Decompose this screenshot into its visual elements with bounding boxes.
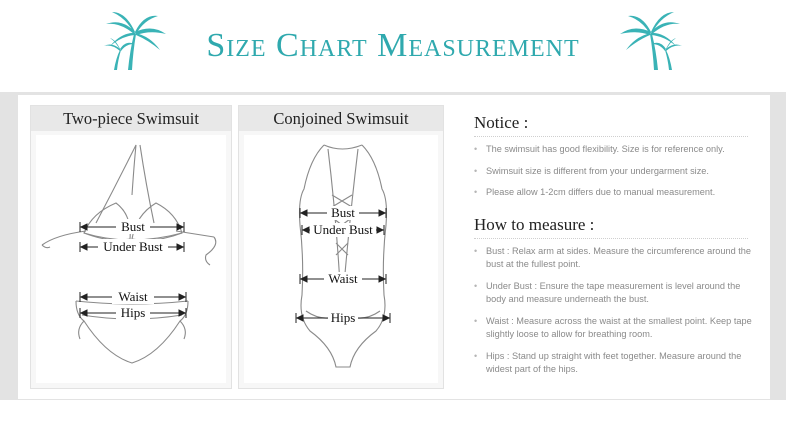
notice-list	[474, 143, 754, 200]
two-piece-panel	[30, 105, 232, 389]
list-item: • Waist : Measure across the waist at the smallest point. Keep tape slightly loose to allow for breathing room.	[474, 315, 754, 342]
how-to-measure-title: How to measure :	[474, 214, 748, 239]
waist-label: Waist	[328, 271, 358, 286]
how-to-measure-list	[474, 245, 754, 377]
header	[0, 0, 786, 92]
list-item: • The swimsuit has good flexibility. Size is for reference only.	[474, 143, 754, 157]
page-title: Size Chart Measurement	[206, 27, 580, 64]
conjoined-swimsuit-illustration	[244, 135, 438, 383]
notice-title: Notice :	[474, 112, 748, 137]
bust-label: Bust	[121, 219, 145, 234]
two-piece-swimsuit-illustration	[36, 135, 226, 383]
conjoined-panel	[238, 105, 444, 389]
list-item: • Please allow 1-2cm differs due to manual measurement.	[474, 186, 754, 200]
bust-label: Bust	[331, 205, 355, 220]
list-item: • Bust : Relax arm at sides. Measure the circumference around the bust at the fullest point.	[474, 245, 754, 272]
panel-body	[244, 135, 438, 383]
panel-title: Two-piece Swimsuit	[31, 106, 231, 131]
list-item: • Swimsuit size is different from your undergarment size.	[474, 165, 754, 179]
list-item: • Under Bust : Ensure the tape measurement is level around the body and measure underneath the bust.	[474, 280, 754, 307]
hips-label: Hips	[330, 310, 356, 325]
panel-body	[36, 135, 226, 383]
list-item: • Hips : Stand up straight with feet together. Measure around the widest part of the hips.	[474, 350, 754, 377]
waist-label: Waist	[118, 289, 148, 304]
palm-tree-icon	[618, 10, 682, 72]
under-bust-label: Under Bust	[103, 239, 163, 254]
under-bust-label: Under Bust	[313, 222, 373, 237]
panel-title: Conjoined Swimsuit	[239, 106, 443, 131]
notice-section	[474, 112, 754, 377]
hips-label: Hips	[120, 305, 146, 320]
